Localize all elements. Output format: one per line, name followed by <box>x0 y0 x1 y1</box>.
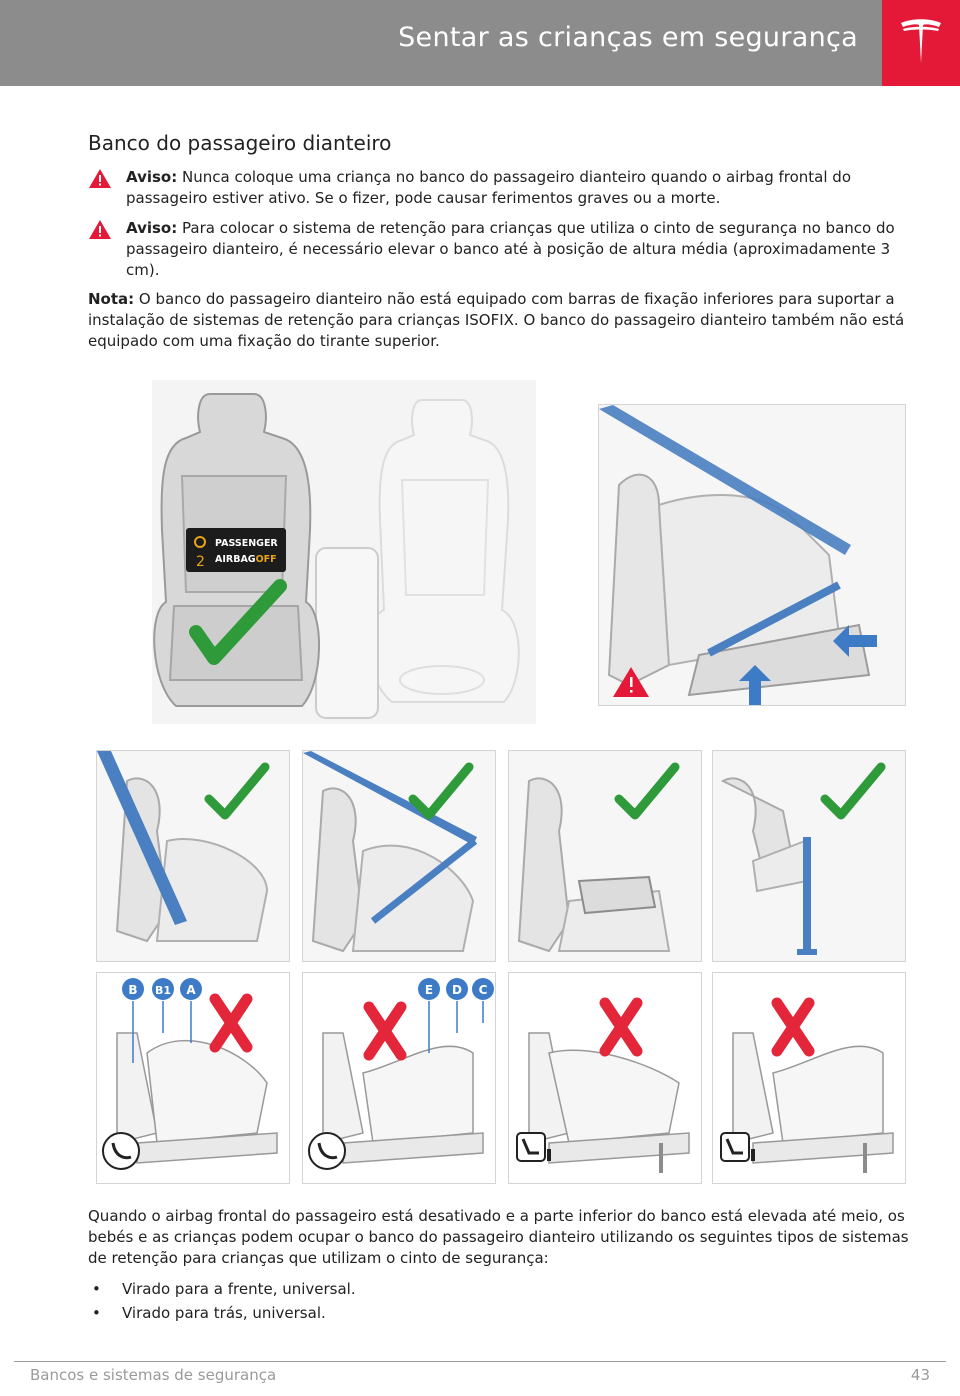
warning-1 <box>88 167 918 209</box>
label-b: B <box>128 983 138 997</box>
svg-text:2: 2 <box>196 554 205 570</box>
note-text: O banco do passageiro dianteiro não está equipado com barras de fixação inferiores para suportar a instalação de sistemas de retenção para crianças ISOFIX. O banco do passageiro dianteiro também não está equipado com uma fixação do tirante superior. <box>88 290 905 350</box>
ok-figure-1 <box>96 750 290 962</box>
note-paragraph <box>88 289 918 352</box>
logo-box <box>882 0 960 86</box>
label-c: C <box>478 983 488 997</box>
warning-text: Para colocar o sistema de retenção para crianças que utiliza o cinto de segurança no banco do passageiro dianteiro, é necessário elevar o banco até à posição de altura média (aproximadamente 3 cm). <box>126 219 895 279</box>
warning-label: Aviso: <box>126 219 178 237</box>
child-seat-symbol-icon <box>309 1133 345 1169</box>
svg-text:AIRBAGOFF <box>215 554 277 565</box>
ok-figure-3 <box>508 750 702 962</box>
tesla-logo-icon <box>898 17 944 69</box>
page-number: 43 <box>910 1366 930 1384</box>
list-item: • Virado para a frente, universal. <box>88 1277 918 1301</box>
no-figure-3 <box>508 972 702 1184</box>
footer-divider <box>14 1361 946 1362</box>
isofix-symbol-icon <box>721 1133 755 1161</box>
label-e: E <box>424 983 434 997</box>
section-title: Banco do passageiro dianteiro <box>88 131 392 155</box>
no-figure-4 <box>712 972 906 1184</box>
bullet-list <box>88 1277 918 1325</box>
indicator-line2a: AIRBAG <box>215 554 256 565</box>
indicator-line1: PASSENGER <box>215 538 278 549</box>
label-a: A <box>186 983 196 997</box>
label-d: D <box>452 983 462 997</box>
warning-text: Nunca coloque uma criança no banco do passageiro dianteiro quando o airbag frontal do passageiro estiver ativo. Se o fizer, pode causar ferimentos graves ou a morte. <box>126 168 851 207</box>
ok-figure-4 <box>712 750 906 962</box>
seat-height-illustration <box>598 404 906 706</box>
isofix-symbol-icon <box>517 1133 551 1161</box>
list-item: • Virado para trás, universal. <box>88 1301 918 1325</box>
note-label: Nota: <box>88 290 135 308</box>
indicator-line2b: OFF <box>255 554 277 565</box>
no-figure-2 <box>302 972 496 1184</box>
airbag-off-indicator <box>186 528 286 572</box>
warning-2 <box>88 218 918 281</box>
child-seat-symbol-icon <box>103 1133 139 1169</box>
warning-triangle-icon <box>88 168 112 189</box>
front-seats-illustration <box>152 380 536 724</box>
page-header <box>0 0 960 86</box>
warning-triangle-icon <box>88 219 112 240</box>
label-b1: B1 <box>154 984 172 997</box>
no-figure-1 <box>96 972 290 1184</box>
body-paragraph: Quando o airbag frontal do passageiro está desativado e a parte inferior do banco está elevada até meio, os bebés e as crianças podem ocupar o banco do passageiro dianteiro utilizando os seguintes tipos de sistemas de retenção para crianças que utilizam o cinto de segurança: <box>88 1207 909 1267</box>
ok-figure-2 <box>302 750 496 962</box>
footer-section-name: Bancos e sistemas de segurança <box>30 1366 277 1384</box>
header-title: Sentar as crianças em segurança <box>398 22 858 53</box>
warning-label: Aviso: <box>126 168 178 186</box>
